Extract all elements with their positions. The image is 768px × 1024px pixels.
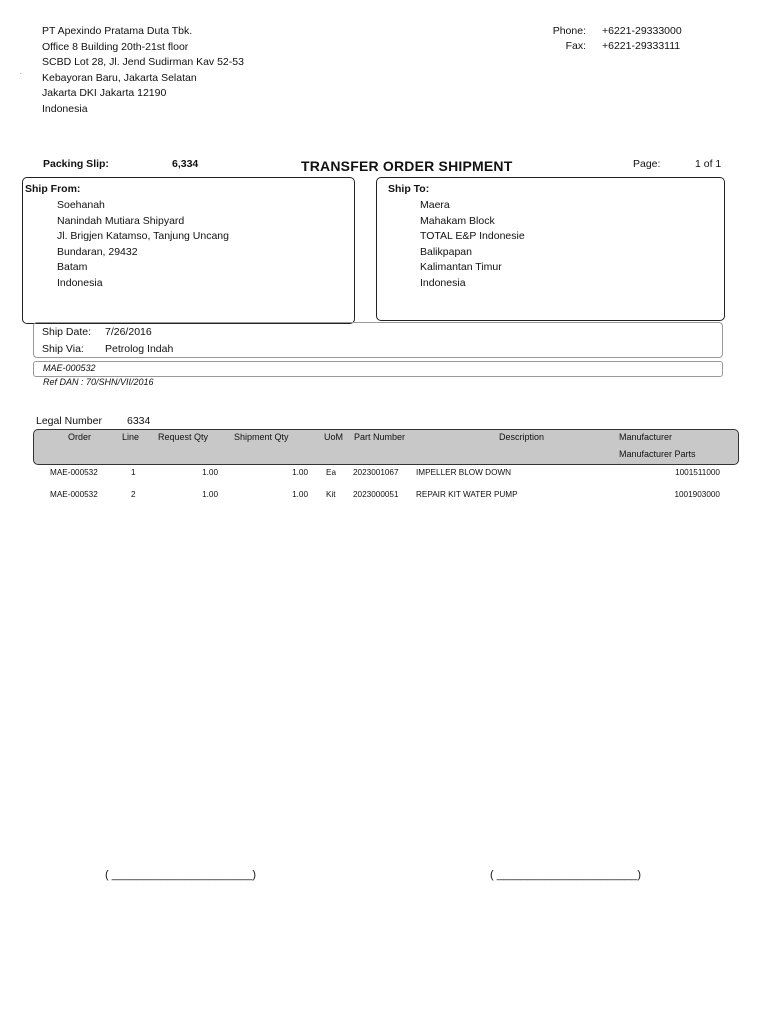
col-uom: UoM bbox=[324, 432, 344, 442]
ship-from-line: Nanindah Mutiara Shipyard bbox=[57, 214, 185, 227]
ship-date-value: 7/26/2016 bbox=[105, 326, 152, 338]
phone-label: Phone: bbox=[552, 25, 586, 37]
cell-line: 1 bbox=[131, 468, 136, 477]
col-part-number: Part Number bbox=[354, 432, 406, 442]
fax-label: Fax: bbox=[565, 40, 586, 52]
col-manufacturer: Manufacturer bbox=[619, 432, 673, 442]
ship-to-line: Balikpapan bbox=[420, 245, 472, 258]
ship-via-label: Ship Via: bbox=[42, 343, 84, 355]
col-description: Description bbox=[499, 432, 545, 442]
ship-to-line: Kalimantan Timur bbox=[420, 261, 502, 274]
company-address bbox=[42, 24, 244, 118]
col-manufacturer-parts: Manufacturer Parts bbox=[619, 449, 696, 459]
cell-request-qty: 1.00 bbox=[202, 468, 218, 477]
col-request-qty: Request Qty bbox=[158, 432, 209, 442]
company-line: Office 8 Building 20th-21st floor bbox=[42, 40, 189, 53]
cell-part-number: 2023001067 bbox=[353, 468, 399, 477]
ship-from-label: Ship From: bbox=[25, 183, 81, 195]
cell-uom: Kit bbox=[326, 490, 336, 499]
company-line: Kebayoran Baru, Jakarta Selatan bbox=[42, 71, 197, 84]
ship-to-label: Ship To: bbox=[388, 183, 430, 195]
ship-to-line: TOTAL E&P Indonesie bbox=[420, 230, 525, 243]
fax-value: +6221-29333111 bbox=[602, 40, 681, 52]
reference-dan: Ref DAN : 70/SHN/VII/2016 bbox=[43, 377, 154, 387]
cell-line: 2 bbox=[131, 490, 136, 499]
ship-from-line: Batam bbox=[57, 261, 88, 274]
col-order: Order bbox=[68, 432, 92, 442]
ship-to-line: Indonesia bbox=[420, 276, 466, 289]
reference-order: MAE-000532 bbox=[43, 363, 96, 373]
cell-order: MAE-000532 bbox=[50, 468, 98, 477]
stray-dot: . bbox=[20, 70, 22, 76]
col-line: Line bbox=[122, 432, 140, 442]
packing-slip-value: 6,334 bbox=[172, 158, 199, 170]
col-shipment-qty: Shipment Qty bbox=[234, 432, 289, 442]
ship-from-line: Jl. Brigjen Katamso, Tanjung Uncang bbox=[57, 230, 229, 243]
cell-description: REPAIR KIT WATER PUMP bbox=[416, 490, 518, 499]
phone-value: +6221-29333000 bbox=[602, 25, 682, 37]
cell-order: MAE-000532 bbox=[50, 490, 98, 499]
cell-uom: Ea bbox=[326, 468, 337, 477]
company-line: Indonesia bbox=[42, 102, 88, 115]
ship-from-line: Soehanah bbox=[57, 199, 105, 211]
ship-date-label: Ship Date: bbox=[42, 326, 92, 338]
cell-shipment-qty: 1.00 bbox=[292, 490, 308, 499]
signature-left: ( _______________________) bbox=[105, 869, 257, 881]
cell-manufacturer-parts: 1001511000 bbox=[675, 468, 720, 477]
company-line: SCBD Lot 28, Jl. Jend Sudirman Kav 52-53 bbox=[42, 56, 244, 69]
ship-to-line: Mahakam Block bbox=[420, 214, 495, 227]
reference-box bbox=[33, 361, 723, 377]
ship-from-address bbox=[57, 198, 229, 292]
cell-request-qty: 1.00 bbox=[202, 490, 218, 499]
signature-right: ( _______________________) bbox=[490, 869, 642, 881]
ship-to-line: Maera bbox=[420, 199, 450, 211]
legal-number-value: 6334 bbox=[127, 415, 151, 427]
ship-from-line: Indonesia bbox=[57, 276, 103, 289]
ship-via-value: Petrolog Indah bbox=[105, 343, 174, 355]
cell-part-number: 2023000051 bbox=[353, 490, 399, 499]
company-line: PT Apexindo Pratama Duta Tbk. bbox=[42, 25, 193, 37]
cell-description: IMPELLER BLOW DOWN bbox=[416, 468, 512, 477]
document-title: TRANSFER ORDER SHIPMENT bbox=[301, 158, 513, 174]
packing-slip-label: Packing Slip: bbox=[43, 158, 109, 170]
ship-to-address bbox=[420, 198, 525, 292]
ship-from-line: Bundaran, 29432 bbox=[57, 245, 138, 258]
page-value: 1 of 1 bbox=[695, 158, 722, 170]
cell-manufacturer-parts: 1001903000 bbox=[674, 490, 720, 499]
company-line: Jakarta DKI Jakarta 12190 bbox=[42, 87, 167, 100]
legal-number-label: Legal Number bbox=[36, 415, 102, 427]
page-label: Page: bbox=[633, 158, 661, 170]
cell-shipment-qty: 1.00 bbox=[292, 468, 308, 477]
